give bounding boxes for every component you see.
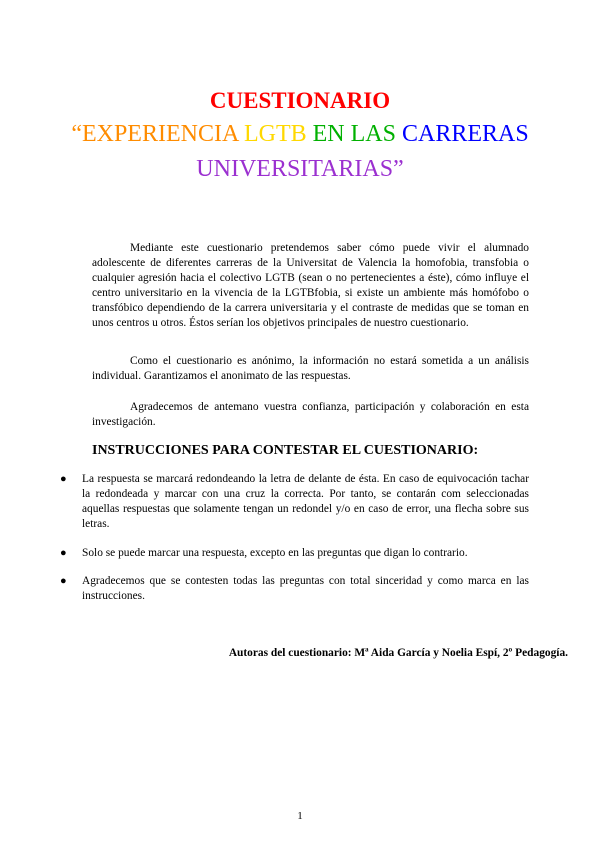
page-number: 1 <box>297 810 303 822</box>
instruction-text: Agradecemos que se contesten todas las preguntas con total sinceridad y como marca en las instrucciones. <box>82 575 529 602</box>
instruction-text: La respuesta se marcará redondeando la letra de delante de ésta. En caso de equivocación tachar la redondeada y marcar con una cruz la correcta. Por tanto, se contarán com seleccionadas aquellas respuestas que solamente tengan un redondel y/o en caso de error, una flecha sobre sus letras. <box>82 473 529 530</box>
instructions-heading: INSTRUCCIONES PARA CONTESTAR EL CUESTIONARIO: <box>92 443 479 458</box>
intro-text: Agradecemos de antemano vuestra confianza, participación y colaboración en esta investigación. <box>92 401 529 428</box>
intro-paragraph-1 <box>92 241 529 331</box>
title-segment: CARRERAS <box>401 121 529 147</box>
intro-paragraph-3 <box>92 400 529 430</box>
bullet-icon: ● <box>60 547 67 559</box>
bullet-icon: ● <box>60 575 67 587</box>
intro-paragraph-2 <box>92 354 529 384</box>
title-segment: CUESTIONARIO <box>209 88 391 113</box>
title-line-2 <box>0 120 600 148</box>
intro-text: Mediante este cuestionario pretendemos saber cómo puede vivir el alumnado adolescente de diferentes carreras de la Universitat de Valencia la homofobia, transfobia o cualquier agresión hacia el colectivo LGTB (sean o no pertenecientes a éste), cómo influye el centro universitario en la vivencia de la LGTBfobia, si existe un ambiente más homófobo o transfóbico dependiendo de la carrera universitaria y el contraste de medidas que se toman en unos centros u otros. Éstos serían los objetivos principales de nuestro cuestionario. <box>92 242 529 329</box>
instruction-text: Solo se puede marcar una respuesta, excepto en las preguntas que digan lo contrario. <box>82 547 468 559</box>
title-segment: UNIVERSITARIAS” <box>196 156 404 182</box>
bullet-icon: ● <box>60 473 67 485</box>
title-segment: “EXPERIENCIA <box>71 121 244 147</box>
authors-credit: Autoras del cuestionario: Mª Aida García y Noelia Espí, 2º Pedagogía. <box>228 647 568 659</box>
title-segment: LGTB <box>243 121 313 147</box>
title-line-1 <box>0 87 600 115</box>
title-segment: EN LAS <box>312 121 402 147</box>
intro-text: Como el cuestionario es anónimo, la información no estará sometida a un análisis individual. Garantizamos el anonimato de las respuestas. <box>92 355 529 382</box>
title-line-3 <box>0 155 600 183</box>
